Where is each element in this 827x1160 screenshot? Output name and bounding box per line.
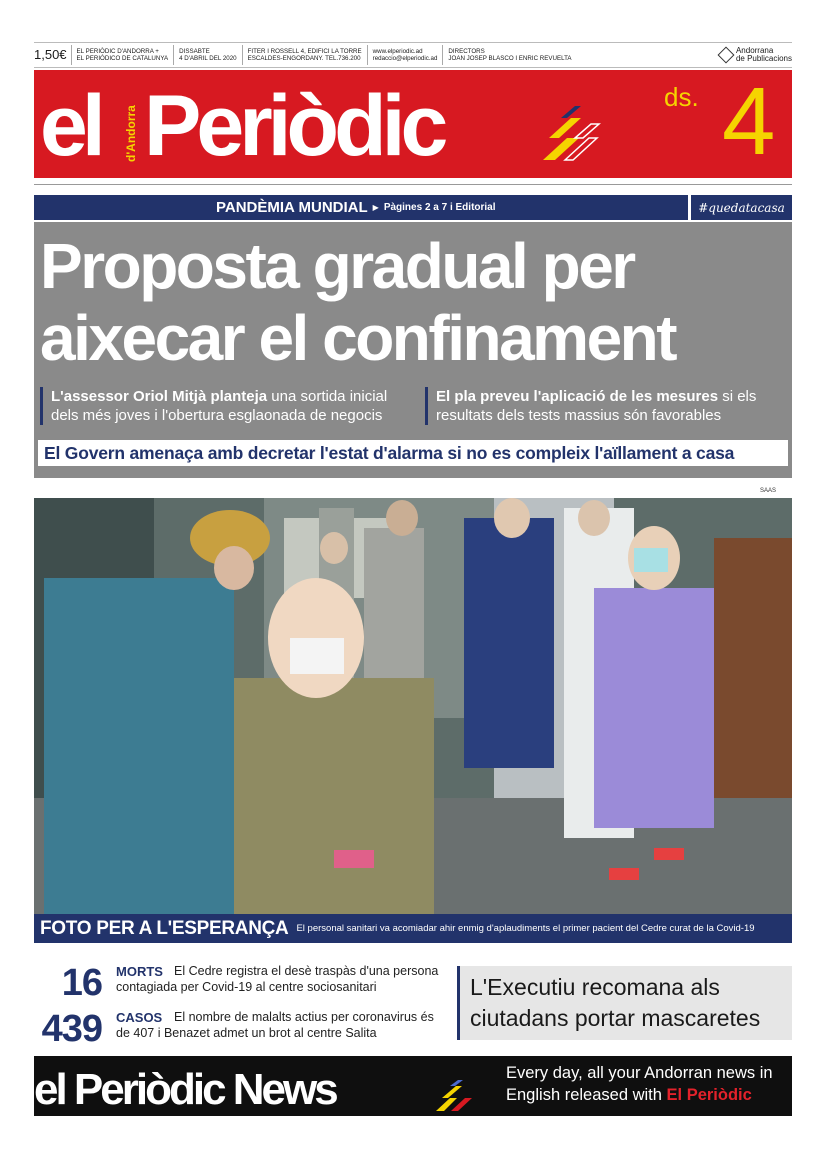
hospital-corridor-photo <box>34 498 792 914</box>
front-photo[interactable] <box>34 498 792 914</box>
directors: DIRECTORS JOAN JOSEP BLASCO I ENRIC REVUELTA <box>442 45 576 65</box>
photo-credit: SAAS <box>760 488 777 494</box>
stat-text: El Cedre registra el desè traspàs d'una persona contagiada per Covid-19 al centre sociosanitari <box>116 964 439 994</box>
stat-number: 16 <box>61 962 102 1004</box>
caption-text: El personal sanitari va acomiadar ahir enmig d'aplaudiments el primer pacient del Cedre curat de la Covid-19 <box>296 923 755 934</box>
news-banner[interactable] <box>34 1056 792 1116</box>
section-name: PANDÈMIA MUNDIAL <box>216 199 368 216</box>
section-pages: Pàgines 2 a 7 i Editorial <box>383 202 496 213</box>
publisher-logo-icon <box>717 47 734 64</box>
masthead <box>34 70 792 178</box>
stat-label: MORTS <box>116 964 163 979</box>
stat-cases[interactable] <box>34 1008 444 1048</box>
andorra-flag-icon <box>541 104 601 164</box>
editions: EL PERIÒDIC D'ANDORRA + EL PERIÓDICO DE CATALUNYA <box>71 45 174 65</box>
day-number: 4 <box>722 70 776 175</box>
section-bar <box>34 195 688 220</box>
contact: www.elperiodic.ad redaccio@elperiodic.ad <box>367 45 443 65</box>
main-headline[interactable]: Proposta gradual per aixecar el confinament <box>40 230 676 374</box>
address: FITER I ROSSELL 4, EDIFICI LA TORRE ESCALDES-ENGORDANY. TEL.736.200 <box>242 45 367 65</box>
banner-text: Every day, all your Andorran news in English released with El Periòdic <box>506 1064 773 1104</box>
subheadline-left: L'assessor Oriol Mitjà planteja una sortida inicial dels més joves i l'obertura esglaonada de negocis <box>40 387 410 425</box>
stat-deaths[interactable] <box>34 962 444 1002</box>
sidebox-text: L'Executiu recomana als ciutadans portar mascaretes <box>470 974 761 1031</box>
masthead-title: Periòdic <box>144 78 444 174</box>
headline-block <box>34 222 792 478</box>
caption-title: FOTO PER A L'ESPERANÇA <box>40 917 289 939</box>
secondary-headline[interactable]: El Govern amenaça amb decretar l'estat d'alarma si no es compleix l'aïllament a casa <box>38 440 788 466</box>
andorra-flag-icon <box>436 1080 476 1112</box>
photo-caption <box>34 914 792 943</box>
weekday: ds. <box>664 82 699 112</box>
price: 1,50€ <box>34 47 67 63</box>
publisher: Andorrana de Publicacions <box>720 47 792 64</box>
divider <box>34 184 792 185</box>
stat-text: El nombre de malalts actius per coronavirus és de 407 i Benazet admet un brot al centre Salita <box>116 1010 434 1040</box>
masthead-el: el <box>40 78 100 174</box>
stat-label: CASOS <box>116 1010 163 1025</box>
hashtag: #quedatacasa <box>691 195 792 220</box>
issue-date: DISSABTE 4 D'ABRIL DEL 2020 <box>173 45 241 65</box>
banner-brand: El Periòdic <box>666 1086 752 1104</box>
stat-number: 439 <box>41 1008 102 1050</box>
banner-title: el Periòdic News <box>34 1065 336 1114</box>
sidebox-masks[interactable] <box>457 966 792 1040</box>
masthead-dandorra: d'Andorra <box>124 105 138 162</box>
top-info-strip <box>34 42 792 68</box>
subheadline-right: El pla preveu l'aplicació de les mesures si els resultats dels tests massius són favorables <box>425 387 795 425</box>
arrow-right-icon: ▶ <box>372 203 379 212</box>
